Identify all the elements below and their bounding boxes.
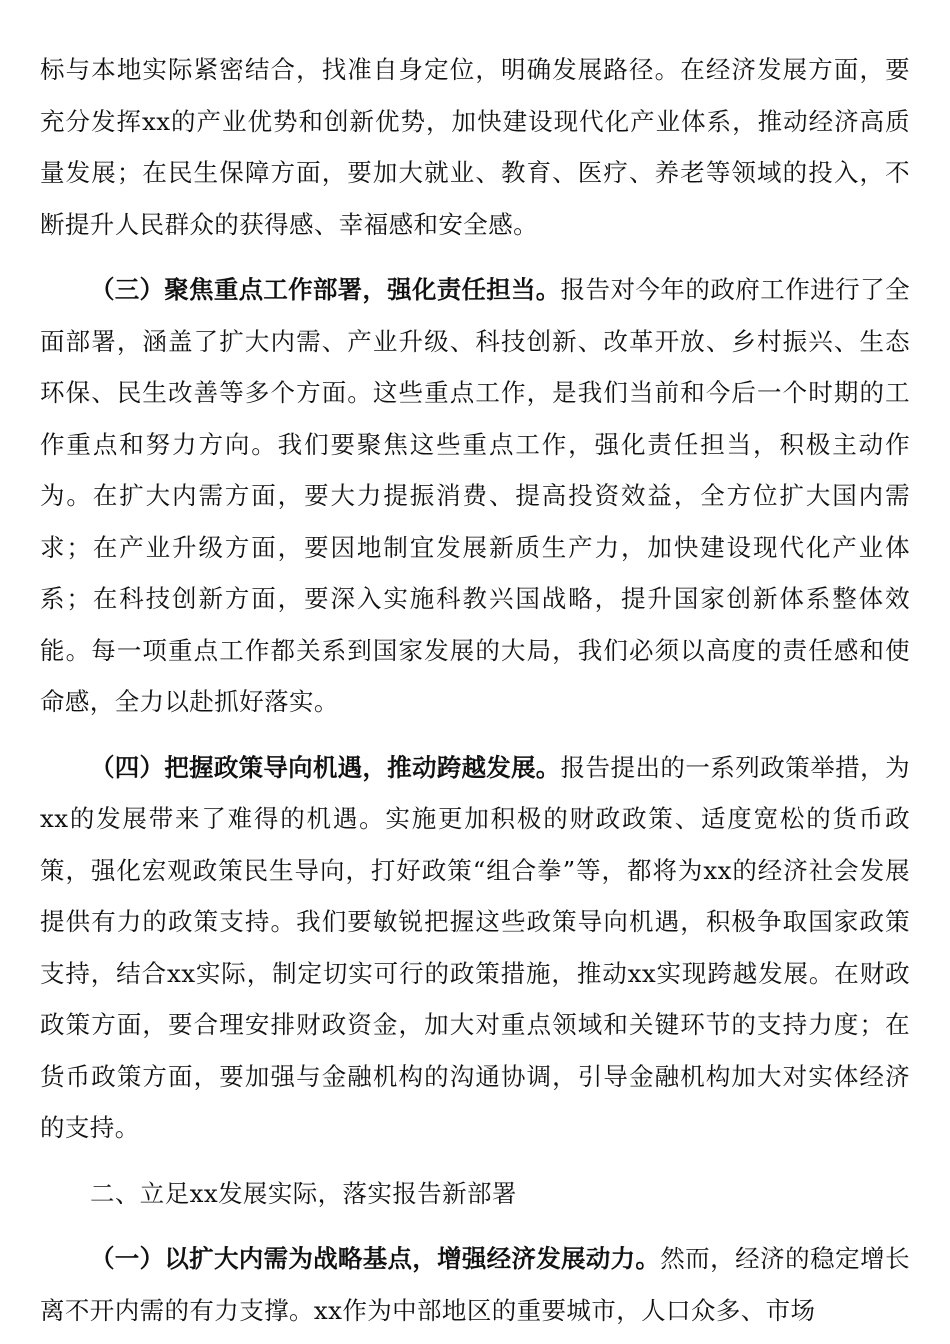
paragraph-gap [40,250,910,264]
paragraph-domestic-demand [40,1233,910,1336]
paragraph-body: 报告提出的一系列政策举措，为xx的发展带来了难得的机遇。实施更加积极的财政政策、适度宽松的货币政策，强化宏观政策民生导向，打好政策“组合拳”等，都将为xx的经济社会发展提供有力的政策支持。我们要敏锐把握这些政策导向机遇，积极争取国家政策支持，结合xx实际，制定切实可行的政策措施，推动xx实现跨越发展。在财政政策方面，要合理安排财政资金，加大对重点领域和关键环节的支持力度；在货币政策方面，要加强与金融机构的沟通协调，引导金融机构加大对实体经济的支持。 [40,752,910,1142]
paragraph-focus-key-work [40,264,910,728]
paragraph-body: 标与本地实际紧密结合，找准自身定位，明确发展路径。在经济发展方面，要充分发挥xx的产业优势和创新优势，加快建设现代化产业体系，推动经济高质量发展；在民生保障方面，要加大就业、教育、医疗、养老等领域的投入，不断提升人民群众的获得感、幸福感和安全感。 [40,55,910,239]
paragraph-policy-opportunity [40,742,910,1154]
paragraph-lead-heading: （一）以扩大内需为战略基点，增强经济发展动力。 [90,1244,661,1273]
paragraph-gap [40,1154,910,1168]
paragraph-body: 然而，经济的稳定增长离不开内需的有力支撑。xx作为中部地区的重要城市，人口众多、市场 [40,1244,910,1325]
paragraph-gap [40,728,910,742]
section-heading: 二、立足xx发展实际，落实报告新部署 [90,1178,517,1208]
document-page [40,44,910,1336]
paragraph-continuation [40,44,910,250]
paragraph-body: 报告对今年的政府工作进行了全面部署，涵盖了扩大内需、产业升级、科技创新、改革开放、乡村振兴、生态环保、民生改善等多个方面。这些重点工作，是我们当前和今后一个时期的工作重点和努力方向。我们要聚焦这些重点工作，强化责任担当，积极主动作为。在扩大内需方面，要大力提振消费、提高投资效益，全方位扩大国内需求；在产业升级方面，要因地制宜发展新质生产力，加快建设现代化产业体系；在科技创新方面，要深入实施科教兴国战略，提升国家创新体系整体效能。每一项重点工作都关系到国家发展的大局，我们必须以高度的责任感和使命感，全力以赴抓好落实。 [40,275,910,716]
paragraph-gap [40,1219,910,1233]
paragraph-lead-heading: （三）聚焦重点工作部署，强化责任担当。 [90,275,561,304]
paragraph-lead-heading: （四）把握政策导向机遇，推动跨越发展。 [90,752,561,782]
